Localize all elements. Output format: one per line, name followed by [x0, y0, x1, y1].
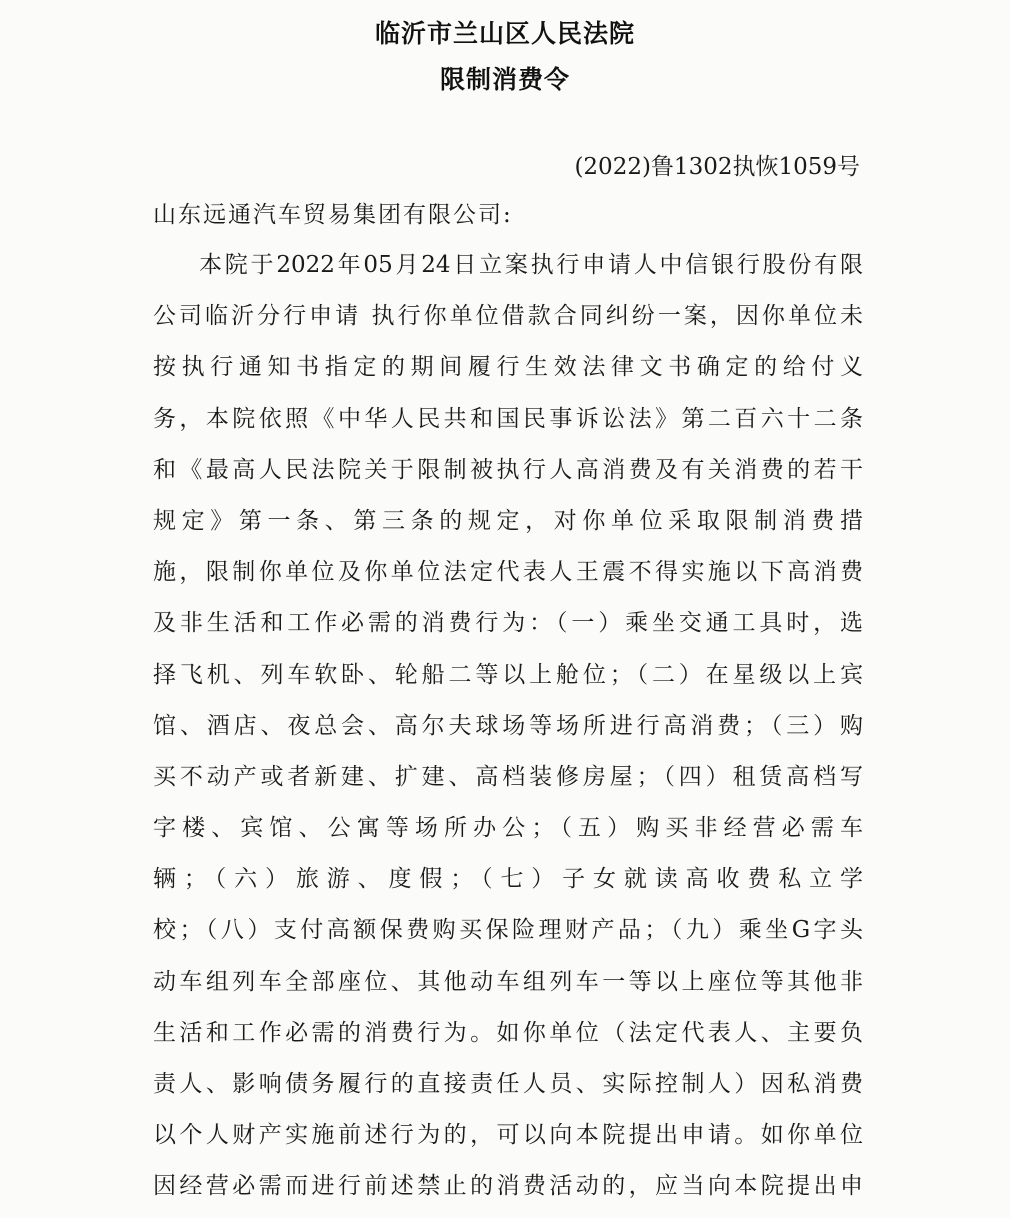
body-line: 和《最高人民法院关于限制被执行人高消费及有关消费的若干	[153, 456, 863, 483]
body-line: 务，本院依照《中华人民共和国民事诉讼法》第二百六十二条	[153, 405, 863, 432]
body-line: 按执行通知书指定的期间履行生效法律文书确定的给付义	[153, 354, 863, 381]
case-number: (2022)鲁1302执恢1059号	[574, 154, 860, 180]
body-line: 以个人财产实施前述行为的，可以向本院提出申请。如你单位	[153, 1122, 863, 1149]
addressee: 山东远通汽车贸易集团有限公司:	[153, 202, 513, 228]
body-line: 本院于2022年05月24日立案执行申请人中信银行股份有限	[199, 252, 863, 278]
body-line: 因经营必需而进行前述禁止的消费活动的，应当向本院提出申	[153, 1173, 863, 1200]
body-line: 及非生活和工作必需的消费行为：（一）乘坐交通工具时，选	[153, 610, 863, 637]
body-line: 馆、酒店、夜总会、高尔夫球场等场所进行高消费；（三）购	[153, 712, 863, 739]
body-line: 施，限制你单位及你单位法定代表人王震不得实施以下高消费	[153, 559, 863, 586]
body-line: 辆；（六）旅游、度假；（七）子女就读高收费私立学	[153, 866, 863, 893]
body-line: 择飞机、列车软卧、轮船二等以上舱位；（二）在星级以上宾	[153, 661, 863, 688]
document-title: 限制消费令	[439, 65, 570, 94]
body-line: 买不动产或者新建、扩建、高档装修房屋；（四）租赁高档写	[153, 763, 863, 790]
body-line: 动车组列车全部座位、其他动车组列车一等以上座位等其他非	[153, 968, 863, 995]
body-line: 规定》第一条、第三条的规定，对你单位采取限制消费措	[153, 507, 863, 534]
body-line: 校；（八）支付高额保费购买保险理财产品；（九）乘坐G字头	[153, 917, 863, 944]
body-line: 字楼、宾馆、公寓等场所办公；（五）购买非经营必需车	[153, 815, 863, 842]
document-body	[153, 246, 863, 1219]
body-line: 责人、影响债务履行的直接责任人员、实际控制人）因私消费	[153, 1071, 863, 1097]
court-name: 临沂市兰山区人民法院	[374, 19, 635, 48]
body-line: 生活和工作必需的消费行为。如你单位（法定代表人、主要负	[153, 1019, 863, 1046]
body-line: 公司临沂分行申请 执行你单位借款合同纠纷一案，因你单位未	[153, 303, 863, 330]
